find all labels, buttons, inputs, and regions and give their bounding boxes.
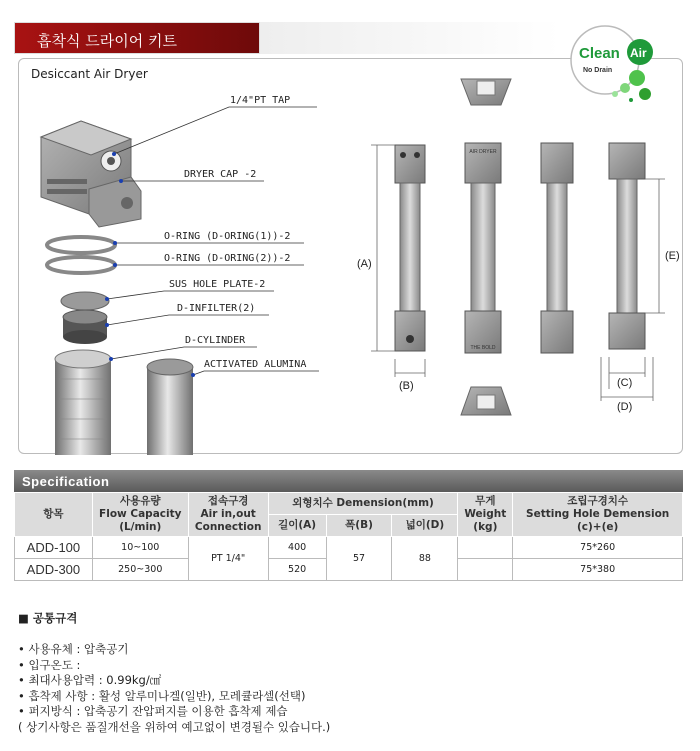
- dryer-view-mount: [609, 143, 645, 349]
- common-spec-item: • 최대사용압력 : 0.99kg/㎠: [18, 673, 162, 688]
- part-label-pt-tap: 1/4"PT TAP: [230, 95, 291, 106]
- activated-alumina-part: [147, 359, 193, 455]
- cell-hole: 75*260: [513, 537, 683, 559]
- header-flow-ko: 사용유량: [119, 495, 161, 507]
- dim-label-a: (A): [357, 258, 372, 270]
- common-spec-note: ( 상기사항은 품질개선을 위하여 예고없이 변경될수 있습니다.): [18, 719, 331, 734]
- cell-model: ADD-100: [15, 537, 93, 559]
- common-spec-item: • 사용유체 : 압축공기: [18, 642, 129, 656]
- dryer-cap-part: [41, 121, 141, 227]
- detached-cap-top: [461, 79, 511, 105]
- sus-hole-plate: [61, 292, 109, 310]
- header-conn-en2: Connection: [194, 521, 262, 533]
- cell-depth: 88: [392, 537, 458, 581]
- part-label-dryer-cap: DRYER CAP -2: [184, 169, 257, 180]
- logo-word-clean: Clean: [579, 45, 620, 62]
- infilter-part: [63, 310, 107, 344]
- common-spec-item: • 흡착제 사항 : 활성 알루미나겔(일반), 모레큘라셀(선택): [18, 688, 306, 703]
- header-connection: [188, 493, 268, 537]
- dryer-view-front: [395, 145, 425, 351]
- cell-flow: 10~100: [92, 537, 188, 559]
- title-bar-extension: [260, 22, 560, 54]
- cell-hole: 75*380: [513, 559, 683, 581]
- header-depth: 넓이(D): [392, 515, 458, 537]
- cell-weight: [458, 537, 513, 559]
- o-ring-2: [47, 257, 115, 273]
- header-item: 항목: [15, 493, 93, 537]
- part-label-alumina: ACTIVATED ALUMINA: [204, 359, 307, 370]
- cell-model: ADD-300: [15, 559, 93, 581]
- header-hole-en: Setting Hole Demension: [526, 508, 670, 520]
- cell-weight: [458, 559, 513, 581]
- header-conn-en: Air in,out: [200, 508, 256, 520]
- dim-label-b: (B): [399, 380, 414, 392]
- product-drawing-panel: [18, 58, 683, 454]
- cell-length: 520: [268, 559, 326, 581]
- part-label-o-ring-1: O-RING (D-ORING(1))-2: [164, 231, 291, 242]
- cell-width: 57: [326, 537, 392, 581]
- page-title: 흡착식 드라이어 키트: [37, 32, 177, 50]
- dryer-view-side: [541, 143, 573, 353]
- header-weight: [458, 493, 513, 537]
- drawing-caption: Desiccant Air Dryer: [31, 67, 148, 81]
- header-hole-ko: 조립구경치수: [567, 495, 629, 507]
- exploded-drawing: [19, 59, 684, 455]
- cell-length: 400: [268, 537, 326, 559]
- cap-text-top: AIR DRYER: [469, 149, 497, 155]
- header-setting-hole: [513, 493, 683, 537]
- header-weight-en: Weight: [464, 508, 507, 520]
- dryer-view-label: [465, 143, 501, 353]
- cell-flow: 250~300: [92, 559, 188, 581]
- common-spec-item: • 입구온도 :: [18, 657, 81, 672]
- logo-word-air: Air: [630, 46, 647, 60]
- header-flow: [92, 493, 188, 537]
- part-label-cylinder: D-CYLINDER: [185, 335, 246, 346]
- common-spec-section: [18, 610, 330, 736]
- common-spec-title: ■ 공통규격: [18, 611, 78, 625]
- cap-text-bottom: THE BOLD: [470, 345, 496, 351]
- common-spec-item: • 퍼지방식 : 압축공기 잔압퍼지를 이용한 흡착제 제습: [18, 704, 288, 719]
- header-dimension-group: 외형치수 Demension(mm): [268, 493, 458, 515]
- header-conn-ko: 접속구경: [207, 495, 249, 507]
- part-label-hole-plate: SUS HOLE PLATE-2: [169, 279, 266, 290]
- o-ring-1: [47, 237, 115, 253]
- header-weight-ko: 무게: [475, 495, 496, 507]
- header-hole-formula: (c)+(e): [576, 521, 619, 533]
- header-width: 폭(B): [326, 515, 392, 537]
- cell-connection: PT 1/4": [188, 537, 268, 581]
- header-weight-unit: (kg): [473, 521, 498, 533]
- page-title-bar: [14, 22, 260, 54]
- dim-label-e: (E): [665, 250, 680, 262]
- spec-table: [14, 492, 683, 581]
- d-cylinder-part: [55, 350, 111, 455]
- dim-label-c: (C): [617, 377, 633, 389]
- header-flow-en: Flow Capacity: [99, 508, 182, 520]
- part-label-o-ring-2: O-RING (D-ORING(2))-2: [164, 253, 291, 264]
- detached-cap-bottom: [461, 387, 511, 415]
- table-row: [15, 537, 683, 559]
- spec-title: Specification: [14, 470, 683, 492]
- header-length: 길이(A): [268, 515, 326, 537]
- dim-label-d: (D): [617, 401, 633, 413]
- logo-tagline: No Drain: [583, 67, 613, 74]
- header-flow-unit: (L/min): [119, 521, 162, 533]
- clean-air-logo: [565, 22, 670, 110]
- part-label-infilter: D-INFILTER(2): [177, 303, 256, 314]
